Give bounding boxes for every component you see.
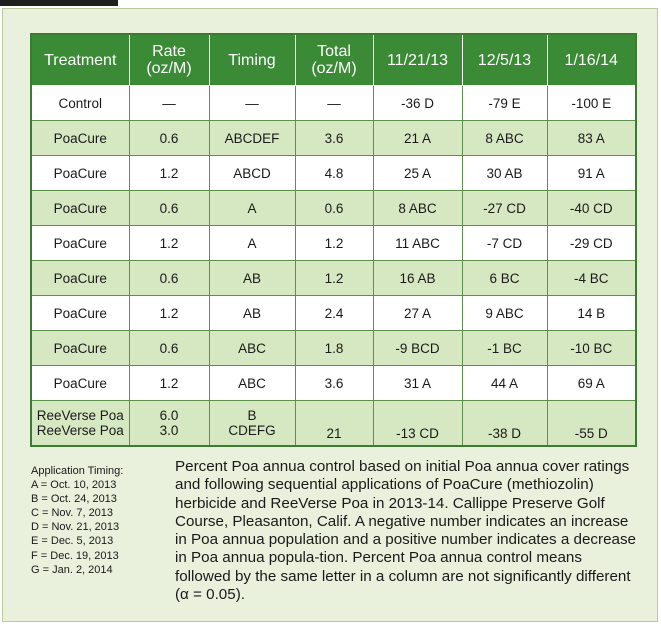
cell-text: 1.8 xyxy=(324,340,344,356)
cell-text: PoaCure xyxy=(53,340,107,356)
table-cell-treatment xyxy=(31,156,129,191)
table-row xyxy=(31,121,636,156)
table-cell-total xyxy=(295,296,373,331)
cell-text: 83 A xyxy=(577,130,605,146)
table-cell-date-1 xyxy=(373,331,462,366)
cell-text: -9 BCD xyxy=(395,340,440,356)
table-body xyxy=(31,86,636,447)
table-cell-treatment xyxy=(31,296,129,331)
table-cell-rate xyxy=(129,156,209,191)
table-row xyxy=(31,156,636,191)
column-header-rate xyxy=(129,34,209,86)
cell-text: 1.2 xyxy=(159,305,179,321)
application-timing-legend xyxy=(31,464,171,577)
cell-text: PoaCure xyxy=(53,270,107,286)
timing-item: C = Nov. 7, 2013 xyxy=(31,507,114,520)
table-cell-date-1 xyxy=(373,401,462,447)
table-cell-date-1 xyxy=(373,366,462,401)
table-cell-timing xyxy=(209,261,295,296)
table-cell-rate xyxy=(129,261,209,296)
cell-text: 44 A xyxy=(490,375,519,391)
table-cell-total xyxy=(295,261,373,296)
cell-text: -10 BC xyxy=(570,340,613,356)
corner-tab-mark xyxy=(0,0,118,6)
cell-text: 2.4 xyxy=(324,305,344,321)
table-cell-date-2 xyxy=(462,331,547,366)
table-cell-date-1 xyxy=(373,121,462,156)
table-row xyxy=(31,366,636,401)
timing-item: F = Dec. 19, 2013 xyxy=(31,549,119,562)
cell-text: AB xyxy=(242,270,261,286)
table-cell-date-2 xyxy=(462,156,547,191)
column-header-line: (oz/M) xyxy=(146,60,192,77)
cell-text: PoaCure xyxy=(53,375,107,391)
cell-text: 21 A xyxy=(403,130,432,146)
table-header-row xyxy=(31,34,636,86)
cell-text: ABC xyxy=(238,340,266,356)
cell-text: 0.6 xyxy=(159,270,179,286)
figure-panel xyxy=(2,8,658,622)
table-row xyxy=(31,331,636,366)
cell-text: 1.2 xyxy=(324,270,344,286)
column-header-date-3 xyxy=(547,34,636,86)
cell-text: 1.2 xyxy=(324,235,344,251)
column-header-line: 12/5/13 xyxy=(477,51,532,69)
timing-item: D = Nov. 21, 2013 xyxy=(31,521,120,534)
cell-text: -55 D xyxy=(574,426,608,441)
table-cell-date-2 xyxy=(462,296,547,331)
table-cell-date-3 xyxy=(547,366,636,401)
table-cell-date-1 xyxy=(373,226,462,261)
cell-text: 30 AB xyxy=(486,165,523,181)
cell-text: CDEFG xyxy=(228,423,276,438)
column-header-line: Rate xyxy=(152,43,186,60)
cell-text: 25 A xyxy=(403,165,432,181)
table-cell-total xyxy=(295,156,373,191)
cell-text: -4 BC xyxy=(573,270,609,286)
column-header-line: Treatment xyxy=(44,51,117,69)
table-cell-timing xyxy=(209,86,295,121)
cell-text: PoaCure xyxy=(53,235,107,251)
table-cell-timing xyxy=(209,191,295,226)
table-cell-date-3 xyxy=(547,261,636,296)
cell-text: — xyxy=(245,95,259,111)
cell-text: 6.0 xyxy=(159,408,179,423)
column-header-line: (oz/M) xyxy=(311,60,357,77)
cell-text: 0.6 xyxy=(159,130,179,146)
table-row xyxy=(31,261,636,296)
table-cell-date-3 xyxy=(547,191,636,226)
cell-text: -7 CD xyxy=(486,235,523,251)
table-cell-timing xyxy=(209,366,295,401)
cell-text: -36 D xyxy=(400,95,434,111)
cell-text: Control xyxy=(58,95,103,111)
table-cell-date-3 xyxy=(547,156,636,191)
table-cell-treatment xyxy=(31,366,129,401)
timing-item: A = Oct. 10, 2013 xyxy=(31,479,117,492)
cell-text: PoaCure xyxy=(53,305,107,321)
column-header-treatment xyxy=(31,34,129,86)
table-cell-timing xyxy=(209,401,295,447)
cell-text: — xyxy=(327,95,341,111)
cell-text: 1.2 xyxy=(159,375,179,391)
timing-item: B = Oct. 24, 2013 xyxy=(31,493,117,506)
table-cell-treatment xyxy=(31,261,129,296)
cell-text: -27 CD xyxy=(483,200,526,216)
table-row xyxy=(31,191,636,226)
table-cell-timing xyxy=(209,226,295,261)
table-row xyxy=(31,401,636,447)
cell-text: ReeVerse Poa xyxy=(36,423,124,438)
cell-text: 16 AB xyxy=(399,270,436,286)
table-cell-date-3 xyxy=(547,331,636,366)
cell-text: A xyxy=(247,200,257,216)
table-cell-date-3 xyxy=(547,86,636,121)
poa-control-table xyxy=(30,33,637,447)
table-cell-date-2 xyxy=(462,121,547,156)
table-cell-date-2 xyxy=(462,191,547,226)
table-cell-date-2 xyxy=(462,366,547,401)
table-cell-date-1 xyxy=(373,191,462,226)
cell-text: ABCDEF xyxy=(224,130,280,146)
cell-text: PoaCure xyxy=(53,165,107,181)
column-header-date-1 xyxy=(373,34,462,86)
column-header-line: 11/21/13 xyxy=(386,51,449,69)
cell-text: PoaCure xyxy=(53,200,107,216)
table-cell-total xyxy=(295,121,373,156)
cell-text: 8 ABC xyxy=(398,200,437,216)
cell-text: 6 BC xyxy=(489,270,520,286)
table-cell-timing xyxy=(209,156,295,191)
cell-text: 21 xyxy=(326,426,342,441)
cell-text: 1.2 xyxy=(159,235,179,251)
table-cell-date-1 xyxy=(373,86,462,121)
table-row xyxy=(31,86,636,121)
cell-text: -38 D xyxy=(487,426,521,441)
table-cell-treatment xyxy=(31,191,129,226)
column-header-total xyxy=(295,34,373,86)
table-cell-date-2 xyxy=(462,401,547,447)
column-header-line: 1/16/14 xyxy=(564,51,618,69)
cell-text: ABC xyxy=(238,375,266,391)
timing-item: G = Jan. 2, 2014 xyxy=(31,563,113,576)
table-cell-treatment xyxy=(31,401,129,447)
table-cell-date-1 xyxy=(373,156,462,191)
table-cell-date-3 xyxy=(547,226,636,261)
table-cell-rate xyxy=(129,226,209,261)
column-header-line: Timing xyxy=(228,51,276,69)
table-cell-rate xyxy=(129,191,209,226)
cell-text: 3.6 xyxy=(324,375,344,391)
table-cell-treatment xyxy=(31,121,129,156)
table-row xyxy=(31,296,636,331)
table-cell-rate xyxy=(129,121,209,156)
table-cell-rate xyxy=(129,86,209,121)
cell-text: -13 CD xyxy=(396,426,439,441)
table-caption: Percent Poa annua control based on initial Poa annua cover ratings and following sequential applications of PoaCure (methiozolin) herbicide and ReeVerse Poa in 2013-14. Callippe Preserve Golf Course, Pleasanton, Calif. A negative number indicates an increase in Poa annua population and a positive number indicates a decrease in Poa annua popula-tion. Percent Poa annua control means followed by the same letter in a column are not significantly different (α = 0.05). xyxy=(175,458,637,604)
table-cell-date-2 xyxy=(462,226,547,261)
table-cell-rate xyxy=(129,296,209,331)
cell-text: B xyxy=(247,408,257,423)
column-header-timing xyxy=(209,34,295,86)
cell-text: 8 ABC xyxy=(485,130,524,146)
cell-text: 14 B xyxy=(577,305,606,321)
table-cell-total xyxy=(295,226,373,261)
cell-text: AB xyxy=(242,305,261,321)
cell-text: 9 ABC xyxy=(485,305,524,321)
table-cell-total xyxy=(295,191,373,226)
cell-text: 0.6 xyxy=(324,200,344,216)
table-cell-total xyxy=(295,366,373,401)
cell-text: 69 A xyxy=(577,375,605,391)
table-cell-date-1 xyxy=(373,261,462,296)
table-cell-timing xyxy=(209,121,295,156)
table-cell-date-3 xyxy=(547,401,636,447)
cell-text: 91 A xyxy=(577,165,605,181)
column-header-date-2 xyxy=(462,34,547,86)
table-cell-rate xyxy=(129,331,209,366)
timing-title: Application Timing: xyxy=(31,465,124,477)
table-cell-date-1 xyxy=(373,296,462,331)
cell-text: 1.2 xyxy=(159,165,179,181)
cell-text: 11 ABC xyxy=(395,235,440,251)
cell-text: -40 CD xyxy=(569,200,613,216)
cell-text: ReeVerse Poa xyxy=(36,408,124,423)
table-cell-treatment xyxy=(31,331,129,366)
table-cell-rate xyxy=(129,401,209,447)
table-cell-total xyxy=(295,401,373,447)
table-cell-total xyxy=(295,86,373,121)
table-cell-date-2 xyxy=(462,86,547,121)
cell-text: 3.0 xyxy=(159,423,179,438)
cell-text: -1 BC xyxy=(487,340,522,356)
cell-text: — xyxy=(162,95,176,111)
timing-item: E = Dec. 5, 2013 xyxy=(31,535,114,548)
cell-text: 4.8 xyxy=(324,165,344,181)
table-cell-date-3 xyxy=(547,296,636,331)
column-header-line: Total xyxy=(317,43,351,60)
cell-text: 27 A xyxy=(403,305,432,321)
cell-text: 0.6 xyxy=(159,340,179,356)
table-cell-treatment xyxy=(31,226,129,261)
table-cell-treatment xyxy=(31,86,129,121)
table-cell-date-3 xyxy=(547,121,636,156)
cell-text: 3.6 xyxy=(324,130,344,146)
cell-text: -29 CD xyxy=(569,235,613,251)
cell-text: A xyxy=(247,235,257,251)
table-cell-total xyxy=(295,331,373,366)
table-cell-date-2 xyxy=(462,261,547,296)
cell-text: -79 E xyxy=(488,95,521,111)
table-cell-timing xyxy=(209,331,295,366)
cell-text: 31 A xyxy=(403,375,432,391)
table-cell-timing xyxy=(209,296,295,331)
cell-text: PoaCure xyxy=(53,130,107,146)
cell-text: -100 E xyxy=(571,95,612,111)
cell-text: ABCD xyxy=(233,165,271,181)
cell-text: 0.6 xyxy=(159,200,179,216)
table-row xyxy=(31,226,636,261)
table-cell-rate xyxy=(129,366,209,401)
